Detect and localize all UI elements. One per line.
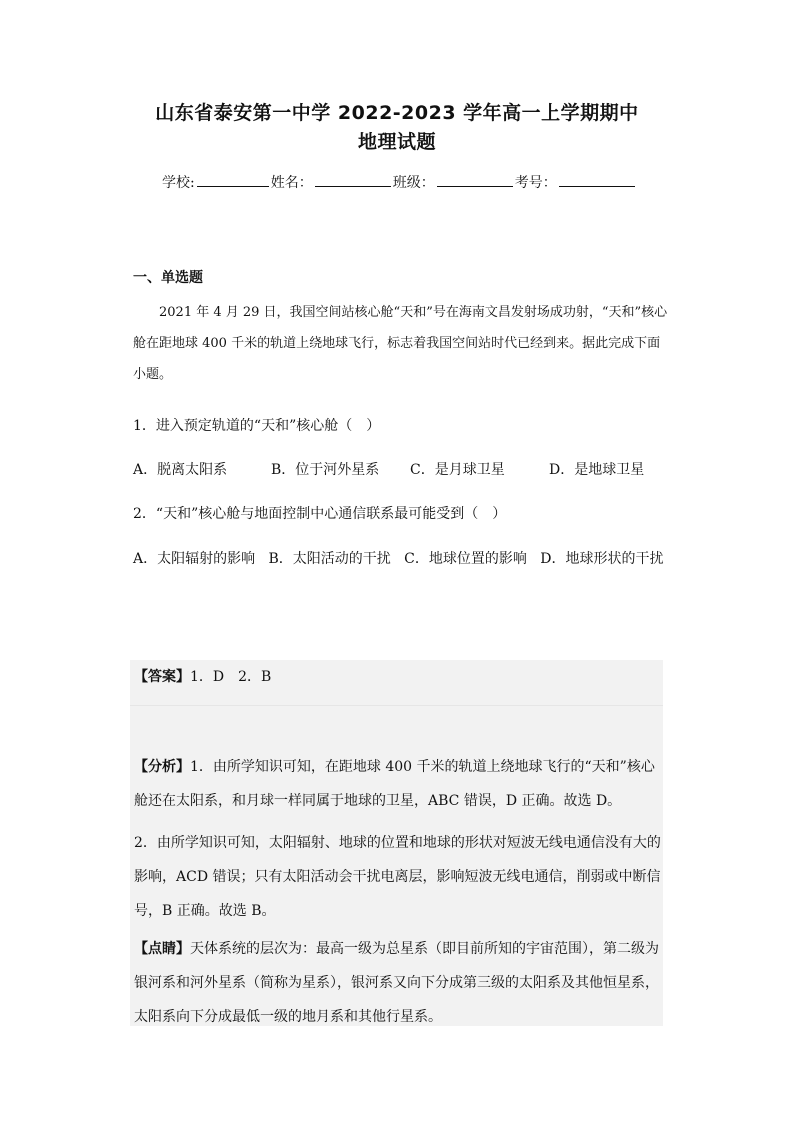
question-2-stem: 2．“天和”核心舱与地面控制中心通信联系最可能受到（ ） [133, 506, 507, 522]
school-blank[interactable] [197, 172, 269, 187]
question-2-option-d: D．地球形状的干扰 [540, 551, 664, 567]
key-point-block [134, 932, 662, 1034]
exam-no-label: 考号： [514, 175, 557, 191]
student-info-line [162, 172, 637, 192]
question-2-option-b: B．太阳活动的干扰 [268, 551, 391, 567]
answer-divider [130, 705, 663, 706]
question-1-option-c: C．是月球卫星 [410, 462, 505, 478]
question-2-option-a: A．太阳辐射的影响 [133, 551, 256, 567]
class-blank[interactable] [437, 172, 513, 187]
name-blank[interactable] [315, 172, 391, 187]
analysis-label: 【分析】 [134, 759, 190, 775]
analysis-part-1: 1．由所学知识可知，在距地球 400 千米的轨道上绕地球飞行的“天和”核心舱还在太阳系，和月球一样同属于地球的卫星，ABC 错误，D 正确。故选 D。 [134, 759, 655, 809]
answer-text: 1．D 2．B [190, 669, 272, 685]
analysis-block [134, 750, 662, 818]
question-1-option-a: A．脱离太阳系 [133, 462, 228, 478]
exam-title-line1: 山东省泰安第一中学 2022-2023 学年高一上学期期中 [155, 102, 639, 124]
reading-passage: 2021 年 4 月 29 日，我国空间站核心舱“天和”号在海南文昌发射场成功射，“天和”核心舱在距地球 400 千米的轨道上绕地球飞行，标志着我国空间站时代已经到来。据此完成下面小题。 [133, 305, 668, 382]
answer-line [134, 660, 662, 694]
answer-analysis-panel [130, 660, 663, 1026]
question-2-option-c: C．地球位置的影响 [404, 551, 527, 567]
exam-title-line2: 地理试题 [357, 131, 436, 153]
question-1-stem: 1．进入预定轨道的“天和”核心舱（ ） [133, 418, 381, 434]
key-point-label: 【点睛】 [134, 941, 190, 957]
key-point-text: 天体系统的层次为：最高一级为总星系（即目前所知的宇宙范围），第二级为银河系和河外星系（简称为星系），银河系又向下分成第三级的太阳系及其他恒星系，太阳系向下分成最低一级的地月系和其他行星系。 [134, 941, 659, 1025]
exam-no-blank[interactable] [559, 172, 635, 187]
class-label: 班级： [392, 175, 435, 191]
school-label: 学校: [162, 175, 195, 191]
name-label: 姓名： [270, 175, 313, 191]
question-1-option-b: B．位于河外星系 [271, 462, 380, 478]
section-title: 一、单选题 [133, 270, 203, 286]
question-2-options [133, 543, 668, 575]
answer-label: 【答案】 [134, 669, 190, 685]
analysis-part-2: 2．由所学知识可知，太阳辐射、地球的位置和地球的形状对短波无线电通信没有大的影响，ACD 错误；只有太阳活动会干扰电离层，影响短波无线电通信，削弱或中断信号，B 正确。故选 B。 [134, 835, 661, 919]
question-1-option-d: D．是地球卫星 [549, 462, 645, 478]
